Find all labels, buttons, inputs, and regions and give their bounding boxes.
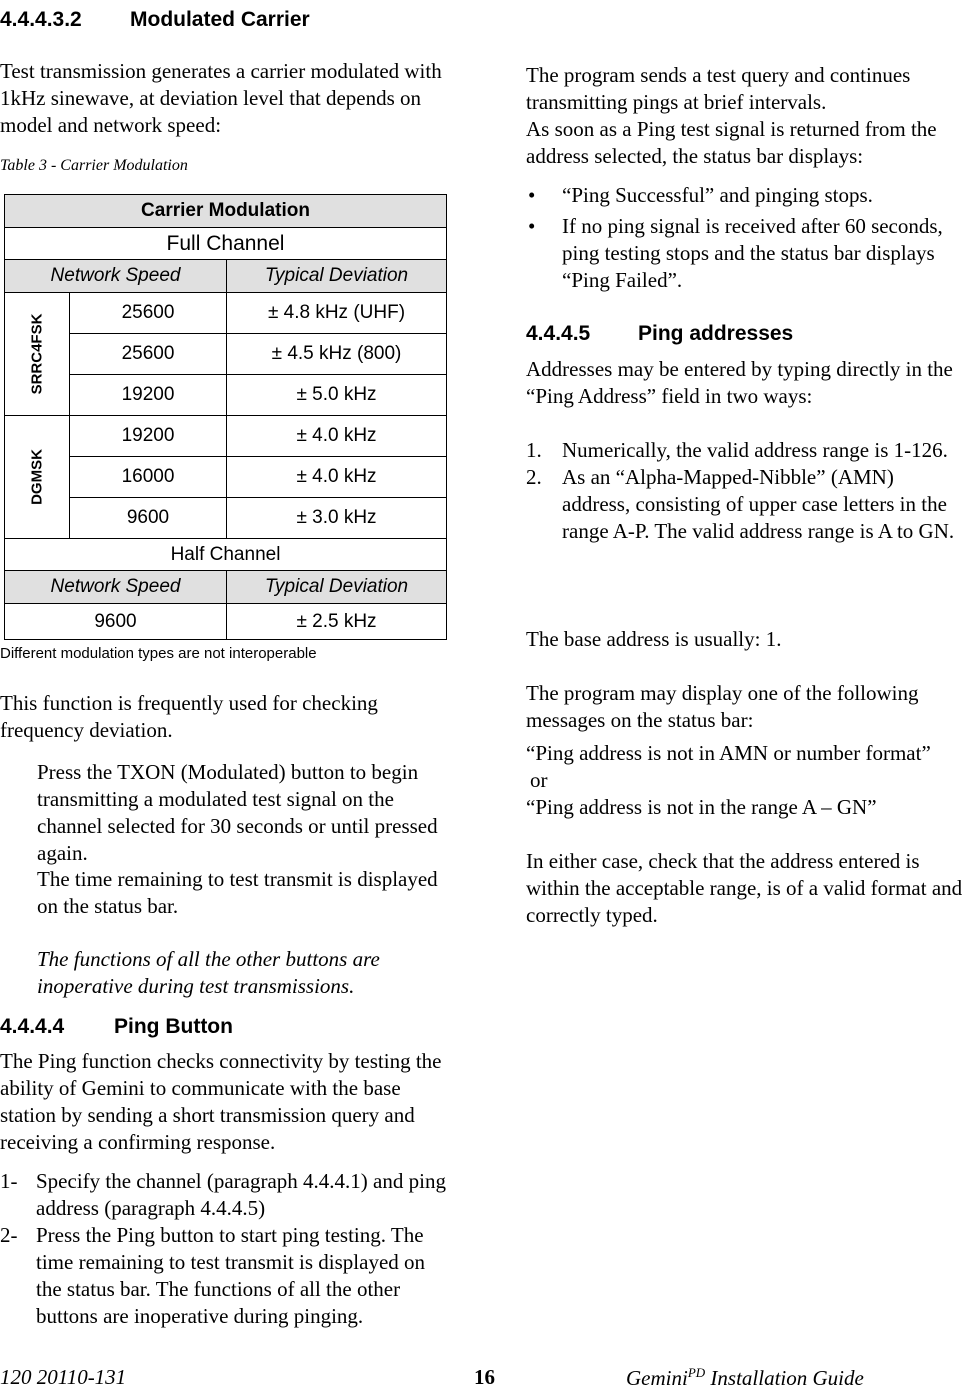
- section-number: 4.4.4.5: [526, 322, 591, 345]
- cell-speed: 16000: [70, 457, 227, 498]
- cell-deviation: ± 5.0 kHz: [227, 375, 447, 416]
- functions-note: The functions of all the other buttons are inoperative during test transmissions.: [37, 947, 380, 998]
- table-row: [5, 416, 447, 457]
- list-item: [526, 437, 966, 464]
- ping-result-bullets: [526, 182, 966, 294]
- table-row: [5, 293, 447, 334]
- footer-page-number: 16: [474, 1365, 495, 1389]
- footer-doc-number: 120 20110-131: [0, 1365, 127, 1389]
- carrier-modulation-table: [4, 194, 447, 640]
- message-range: “Ping address is not in the range A – GN”: [526, 795, 877, 819]
- cell-deviation: ± 4.0 kHz: [227, 416, 447, 457]
- cell-speed: 9600: [70, 498, 227, 539]
- section-title: Modulated Carrier: [130, 8, 310, 31]
- section-number: 4.4.4.4: [0, 1015, 65, 1038]
- usage-paragraph: This function is frequently used for checking frequency deviation.: [0, 691, 378, 742]
- list-marker: 2.: [526, 465, 542, 489]
- heading-ping-addresses: [526, 322, 793, 346]
- group-label-dgmsk: DGMSK: [5, 416, 70, 539]
- list-marker: 2-: [0, 1223, 18, 1247]
- full-channel-label: Full Channel: [5, 228, 447, 260]
- modulated-carrier-intro: Test transmission generates a carrier modulated with 1kHz sinewave, at deviation level that depends on model and network speed:: [0, 59, 442, 137]
- footer-guide-title: [626, 1365, 864, 1391]
- cell-deviation: ± 2.5 kHz: [227, 604, 447, 640]
- cell-deviation: ± 4.8 kHz (UHF): [227, 293, 447, 334]
- section-title: Ping Button: [114, 1015, 233, 1038]
- table-note: Different modulation types are not interoperable: [0, 645, 317, 662]
- column-header-speed: Network Speed: [5, 571, 227, 604]
- column-header-deviation: Typical Deviation: [227, 260, 447, 293]
- heading-modulated-carrier: [0, 8, 310, 32]
- heading-ping-button: [0, 1015, 233, 1039]
- cell-speed: 19200: [70, 416, 227, 457]
- messages-intro: The program may display one of the following messages on the status bar:: [526, 681, 919, 732]
- cell-speed: 25600: [70, 293, 227, 334]
- list-text: Specify the channel (paragraph 4.4.4.1) and ping address (paragraph 4.4.4.5): [36, 1169, 446, 1220]
- closing-paragraph: In either case, check that the address entered is within the acceptable range, is of a valid format and correctly typed.: [526, 849, 963, 927]
- table-caption: Table 3 - Carrier Modulation: [0, 157, 188, 174]
- group-label-srrc4fsk: SRRC4FSK: [5, 293, 70, 416]
- list-item: [526, 464, 966, 545]
- cell-deviation: ± 4.0 kHz: [227, 457, 447, 498]
- table-row: [5, 604, 447, 640]
- list-text: Press the Ping button to start ping testing. The time remaining to test transmit is displayed on the status bar. The functions of all the other buttons are inoperative during pinging.: [36, 1223, 426, 1328]
- list-marker: 1-: [0, 1169, 18, 1193]
- ping-steps: [0, 1168, 450, 1330]
- cell-deviation: ± 4.5 kHz (800): [227, 334, 447, 375]
- list-item: [0, 1222, 450, 1330]
- column-header-speed: Network Speed: [5, 260, 227, 293]
- list-text: As an “Alpha-Mapped-Nibble” (AMN) address, consisting of upper case letters in the range A-P. The valid address range is A to GN.: [562, 465, 955, 543]
- list-text: Numerically, the valid address range is 1-126.: [562, 438, 948, 462]
- cell-speed: 9600: [5, 604, 227, 640]
- address-formats-list: [526, 437, 966, 545]
- ping-addresses-intro: Addresses may be entered by typing directly in the “Ping Address” field in two ways:: [526, 357, 953, 408]
- ping-intro: The Ping function checks connectivity by testing the ability of Gemini to communicate with the base station by sending a short transmission query and receiving a confirming response.: [0, 1049, 442, 1154]
- table-row: [5, 457, 447, 498]
- cell-deviation: ± 3.0 kHz: [227, 498, 447, 539]
- txon-instruction: Press the TXON (Modulated) button to begin transmitting a modulated test signal on the channel selected for 30 seconds or until pressed again.: [37, 760, 438, 865]
- list-item: • “Ping Successful” and pinging stops.: [526, 182, 966, 209]
- message-amn-format: “Ping address is not in AMN or number format”: [526, 741, 931, 765]
- section-number: 4.4.4.3.2: [0, 8, 82, 31]
- half-channel-label: Half Channel: [5, 539, 447, 571]
- list-item: [0, 1168, 450, 1222]
- column-header-deviation: Typical Deviation: [227, 571, 447, 604]
- table-title: Carrier Modulation: [5, 195, 447, 228]
- table-row: [5, 375, 447, 416]
- as-soon-as-text: As soon as a Ping test signal is returned from the address selected, the status bar displays:: [526, 117, 937, 168]
- time-remaining-text: The time remaining to test transmit is displayed on the status bar.: [37, 867, 438, 918]
- message-or: or: [530, 768, 548, 792]
- list-marker: 1.: [526, 438, 542, 462]
- product-superscript: PD: [687, 1365, 706, 1380]
- cell-speed: 19200: [70, 375, 227, 416]
- section-title: Ping addresses: [638, 322, 794, 345]
- table-row: [5, 498, 447, 539]
- table-row: [5, 334, 447, 375]
- guide-label: Installation Guide: [705, 1366, 864, 1390]
- product-name: Gemini: [626, 1366, 688, 1390]
- list-item: • If no ping signal is received after 60 seconds, ping testing stops and the status bar displays “Ping Failed”.: [526, 213, 966, 294]
- program-sends-text: The program sends a test query and continues transmitting pings at brief intervals.: [526, 63, 911, 114]
- base-address-text: The base address is usually: 1.: [526, 627, 782, 651]
- cell-speed: 25600: [70, 334, 227, 375]
